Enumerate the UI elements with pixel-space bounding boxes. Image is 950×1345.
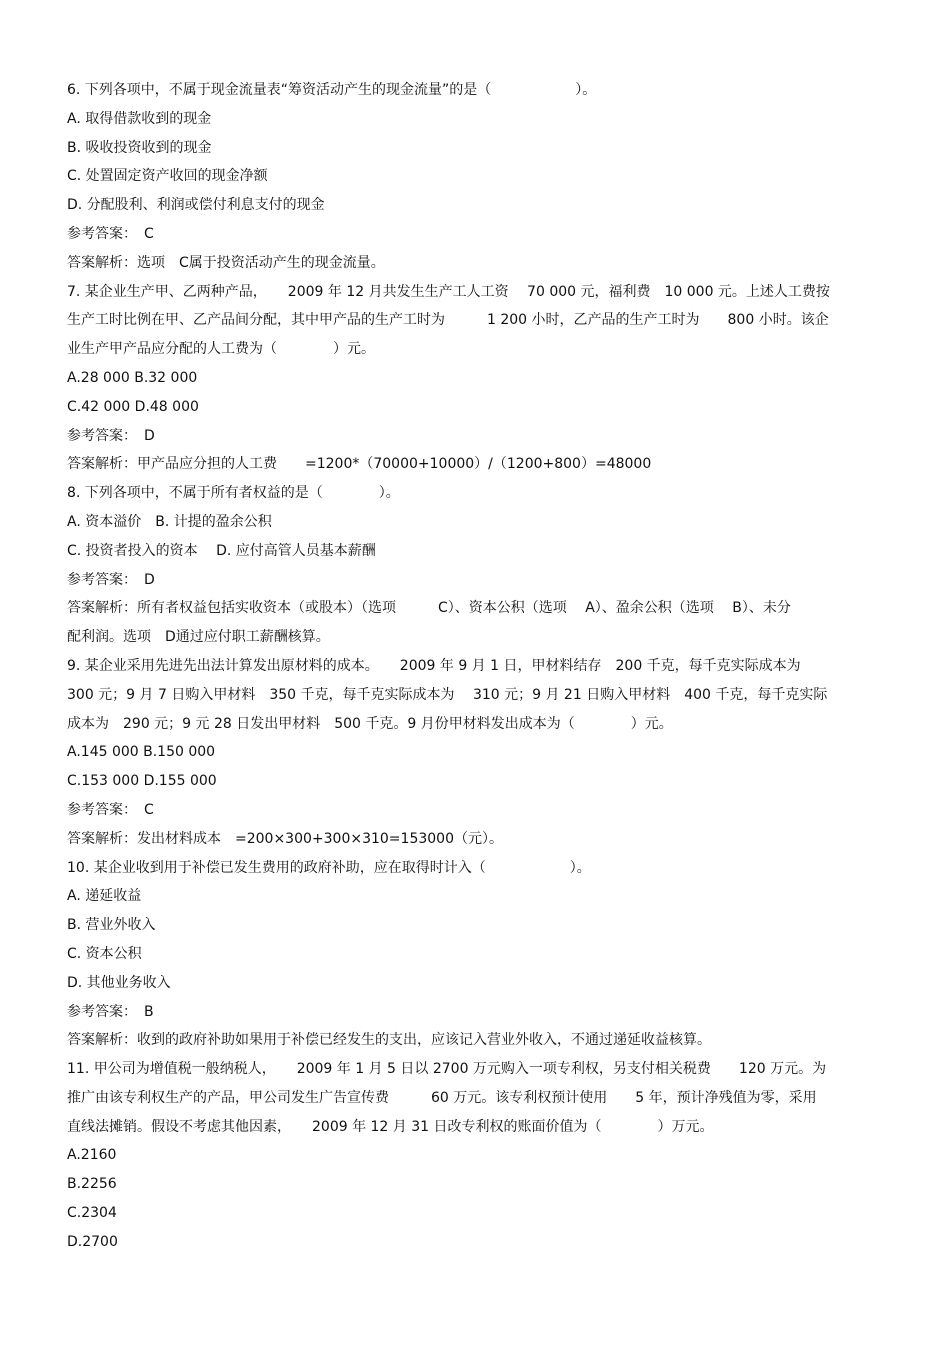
text-line: 6. 下列各项中，不属于现金流量表“筹资活动产生的现金流量”的是（ ）。 — [67, 82, 597, 98]
text-line: D.2700 — [67, 1233, 118, 1250]
text-line: 11. 甲公司为增值税一般纳税人， 2009 年 1 月 5 日以 2700 万元购入一项专利权，另支付相关税费 120 万元。为 — [67, 1061, 827, 1078]
text-line: C. 处置固定资产收回的现金净额 — [67, 168, 268, 185]
text-line: 参考答案： C — [67, 225, 154, 242]
text-line: 参考答案： D — [67, 571, 155, 588]
text-line: 9. 某企业采用先进先出法计算发出原材料的成本。 2009 年 9 月 1 日，甲材料结存 200 千克，每千克实际成本为 — [67, 657, 801, 674]
text-line: 答案解析：甲产品应分担的人工费 =1200*（70000+10000）/（1200+800）=48000 — [67, 456, 652, 473]
text-line: 答案解析：发出材料成本 =200×300+300×310=153000（元）。 — [67, 830, 503, 847]
text-line: D. 其他业务收入 — [67, 974, 171, 991]
text-line: B. 营业外收入 — [67, 917, 156, 934]
text-line: A. 递延收益 — [67, 888, 142, 905]
text-line: A.145 000 B.150 000 — [67, 744, 216, 761]
text-line: B.2256 — [67, 1176, 117, 1193]
text-line: C.153 000 D.155 000 — [67, 773, 217, 790]
text-line: 答案解析：选项 C属于投资活动产生的现金流量。 — [67, 254, 385, 271]
text-line: 答案解析：所有者权益包括实收资本（或股本）（选项 C）、资本公积（选项 A）、盈余公积（选项 B）、未分 — [67, 600, 791, 617]
text-line: 8. 下列各项中，不属于所有者权益的是（ ）。 — [67, 485, 400, 502]
text-line: C.42 000 D.48 000 — [67, 398, 199, 415]
text-line: 直线法摊销。假设不考虑其他因素， 2009 年 12 月 31 日改专利权的账面价值为（ ）万元。 — [67, 1118, 714, 1135]
text-line: C. 资本公积 — [67, 945, 142, 962]
text-line: C.2304 — [67, 1205, 117, 1222]
text-line: A.28 000 B.32 000 — [67, 369, 198, 386]
text-line: 300 元；9 月 7 日购入甲材料 350 千克，每千克实际成本为 310 元；9 月 21 日购入甲材料 400 千克，每千克实际 — [67, 686, 828, 703]
text-line: C. 投资者投入的资本 D. 应付高管人员基本薪酬 — [67, 542, 376, 559]
text-line: 10. 某企业收到用于补偿已发生费用的政府补助，应在取得时计入（ ）。 — [67, 859, 591, 876]
text-line: 参考答案： C — [67, 801, 154, 818]
text-line: 配利润。选项 D通过应付职工薪酬核算。 — [67, 629, 330, 646]
document-page — [67, 76, 882, 1257]
text-line: 参考答案： D — [67, 427, 155, 444]
text-line: 参考答案： B — [67, 1003, 154, 1020]
text-line: A. 取得借款收到的现金 — [67, 110, 212, 127]
text-line: 答案解析：收到的政府补助如果用于补偿已经发生的支出，应该记入营业外收入，不通过递延收益核算。 — [67, 1032, 711, 1049]
text-line: 7. 某企业生产甲、乙两种产品， 2009 年 12 月共发生生产工人工资 70 000 元，福利费 10 000 元。上述人工费按 — [67, 283, 830, 300]
text-line: 推广由该专利权生产的产品，甲公司发生广告宣传费 60 万元。该专利权预计使用 5 年，预计净残值为零，采用 — [67, 1089, 817, 1106]
text-line: A. 资本溢价 B. 计提的盈余公积 — [67, 513, 272, 530]
text-line: B. 吸收投资收到的现金 — [67, 139, 212, 156]
text-line: D. 分配股利、利润或偿付利息支付的现金 — [67, 197, 325, 214]
text-line: A.2160 — [67, 1147, 117, 1164]
text-line: 成本为 290 元；9 元 28 日发出甲材料 500 千克。9 月份甲材料发出成本为（ ）元。 — [67, 715, 673, 732]
text-line: 业生产甲产品应分配的人工费为（ ）元。 — [67, 341, 375, 358]
text-line: 生产工时比例在甲、乙产品间分配，其中甲产品的生产工时为 1 200 小时，乙产品的生产工时为 800 小时。该企 — [67, 312, 829, 329]
